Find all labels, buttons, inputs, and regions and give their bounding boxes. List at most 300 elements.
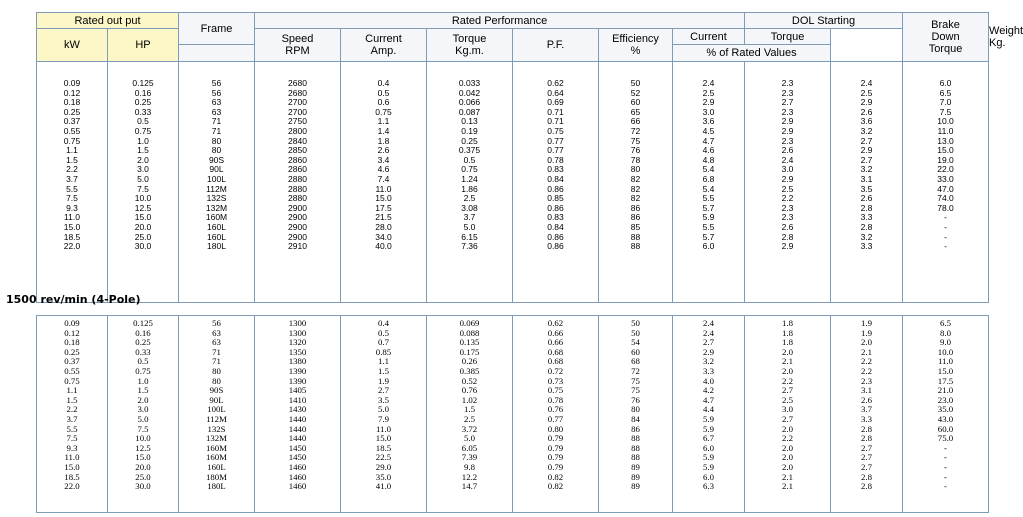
table-cell: 2.4: [703, 327, 714, 338]
table-cell: 2.2: [861, 365, 872, 376]
brake-column: [831, 62, 903, 303]
table-cell: 6.5: [939, 87, 952, 98]
table-cell: 0.64: [547, 87, 564, 98]
table-cell: 76: [631, 394, 640, 405]
table-cell: 2700: [288, 97, 307, 108]
table-cell: 160M: [205, 442, 228, 453]
table-cell: 2900: [288, 221, 307, 232]
table-cell: 90L: [209, 394, 224, 405]
table-cell: 2.9: [860, 97, 873, 108]
table-cell: 0.80: [547, 423, 564, 434]
table-cell: 2.0: [137, 154, 149, 165]
table-cell: 56: [211, 78, 222, 88]
table-cell: 2680: [288, 78, 307, 88]
table-cell: 3.7: [66, 173, 78, 184]
table-cell: 3.4: [377, 154, 390, 165]
table-cell: 0.37: [64, 356, 80, 367]
kw-column: [37, 316, 108, 513]
table-cell: 3.7: [861, 404, 872, 415]
table-cell: 1.0: [137, 375, 149, 386]
table-cell: 0.71: [547, 106, 564, 117]
table-cell: 5.9: [702, 212, 715, 223]
table-cell: 50: [630, 78, 641, 88]
table-cell: 2.9: [781, 173, 794, 184]
table-cell: 11.0: [937, 125, 954, 136]
table-cell: 4.6: [377, 164, 390, 175]
table-cell: 160L: [207, 461, 226, 472]
performance-table-2-pole: Rated out put Frame Rated Performance DOL Starting Brake Down Torque Weight Kg. kW HP Speed RPM Current Amp. Torque Kg.m. P.F. Efficiency % Current Torque % of Rated Values 0.09 0.12 0.18 0.25 0.37 0.55 0.75 1.1 1.5 2.2 3.7 5.5 7.5 9.3 11.0 15.0 18.5 22.0 0.125 0.16 0.25 0.33 0.5 0.75 1.0 1.5 2.0 3.0 5.0 7.5 10.0 12.5 15.0 20.0 25.0 30.0 56 56 63 63 71 71 80 80 90S 90L 100L 112M 132S 132M 160M 160L 160L 180L 2680 2680 2700 2700 2750 2800 2840 2850 2860 2860 2880 2880 2880 2900 2900 2900 2900 2910 0.4 0.5 0.6 0.75 1.1 1.4 1.8 2.6 3.4 4.6 7.4 11.0 15.0 17.5 21.5 28.0 34.0 40.0 0.033 0.042 0.066 0.087 0.13 0.19 0.25 0.375 0.5 0.75 1.24 1.86 2.5 3.08 3.7 5.0 6.15 7.36 0.62 0.64 0.69 0.71 0.71 0.75 0.77 0.77 0.78 0.83 0.84 0.86 0.85 0.86 0.83 0.84 0.86 0.86 50 52 60 65 66 72 75 76 78 80 82 82 82 86 86 85 88 88 2.4 2.5 2.9 3.0 3.6 4.5 4.7 4.6 4.8 5.4 6.8 5.4 5.5 5.7 5.9 5.5 5.7 6.0 2.3 2.3 2.7 2.3 2.9 2.9 2.3 2.6 2.4 3.0 2.9 2.5 2.2 2.3 2.3 2.6 2.8 2.9 2.4 2.5 2.9 2.6 3.6 3.2 2.7 2.9 2.7 3.2 3.1 3.5 2.6 2.8 3.3 2.8 3.2 3.3 6.0 6.5 7.0 7.5 10.0 11.0 13.0 15.0 19.0 22.0 33.0 47.0 74.0 78.0 - - - -: [36, 12, 989, 303]
table-cell: 0.75: [134, 125, 152, 136]
table-cell: 4.0: [703, 375, 714, 386]
header-rated-performance: Rated Performance: [255, 13, 745, 29]
table-cell: 0.75: [547, 385, 564, 396]
table-cell: 56: [211, 87, 222, 98]
table-cell: 88: [631, 433, 640, 444]
table-cell: 2.2: [782, 433, 793, 444]
table-cell: 6.5: [940, 318, 951, 328]
table-cell: 21.0: [937, 385, 954, 396]
table-cell: 0.77: [547, 145, 564, 156]
table-cell: 80: [211, 135, 222, 146]
table-cell: 34.0: [375, 231, 392, 242]
table-cell: 76: [630, 145, 641, 156]
table-cell: 0.77: [547, 135, 564, 146]
table-cell: 0.68: [547, 346, 564, 357]
table-cell: 5.9: [703, 452, 714, 463]
table-cell: 11.0: [64, 452, 80, 463]
table-cell: 2.6: [377, 145, 390, 156]
table-cell: 68: [631, 356, 640, 367]
table-cell: 2880: [288, 173, 307, 184]
table-cell: 2.6: [861, 394, 872, 405]
table-cell: 5.5: [66, 183, 78, 194]
table-cell: 40.0: [375, 241, 392, 252]
table-cell: 11.0: [375, 183, 392, 194]
table-cell: 112M: [206, 183, 227, 194]
table-cell: 0.86: [547, 183, 564, 194]
table-cell: 0.135: [459, 337, 480, 348]
table-cell: -: [944, 241, 947, 252]
table-cell: 1.1: [378, 356, 389, 367]
table-cell: 3.0: [137, 404, 149, 415]
table-cell: 1430: [288, 404, 307, 415]
table-cell: 2.7: [781, 97, 794, 108]
dol-current-column: [673, 316, 745, 513]
frame-column: [179, 316, 255, 513]
table-cell: 1.5: [66, 154, 78, 165]
table-cell: 2.5: [781, 183, 794, 194]
table-cell: 89: [631, 471, 640, 482]
table-cell: 15.0: [937, 365, 954, 376]
table-cell: 86: [631, 423, 640, 434]
weight-column: [903, 316, 989, 513]
table-cell: 90L: [209, 164, 224, 175]
table-cell: 0.18: [64, 337, 80, 348]
table-cell: 0.5: [377, 87, 390, 98]
table-cell: 1300: [288, 318, 307, 328]
table-cell: 15.0: [937, 145, 954, 156]
table-cell: 0.86: [547, 231, 564, 242]
table-cell: 3.3: [703, 365, 714, 376]
table-cell: 0.85: [547, 193, 564, 204]
table-cell: 5.7: [702, 231, 715, 242]
table-cell: 100L: [207, 404, 226, 415]
table-cell: 0.37: [63, 116, 81, 127]
table-cell: 25.0: [134, 231, 152, 242]
table-cell: 3.2: [860, 125, 873, 136]
table-cell: 5.0: [378, 404, 389, 415]
table-cell: 47.0: [937, 183, 954, 194]
table-cell: 2.9: [781, 241, 794, 252]
table-cell: 2.9: [781, 116, 794, 127]
table-cell: 60: [630, 97, 641, 108]
table-cell: 30.0: [134, 241, 152, 252]
table-cell: 3.5: [378, 394, 389, 405]
table-cell: 1.8: [782, 337, 793, 348]
table-cell: 0.73: [547, 375, 564, 386]
table-cell: 20.0: [134, 221, 152, 232]
table-cell: 5.0: [463, 221, 476, 232]
table-cell: 1390: [288, 375, 307, 386]
table-cell: 82: [630, 173, 641, 184]
table-cell: 2.0: [782, 423, 793, 434]
table-cell: 1450: [288, 442, 307, 453]
dol-torque-column: [745, 316, 831, 513]
table-cell: 15.0: [63, 221, 81, 232]
table-cell: 85: [630, 221, 641, 232]
table-cell: 89: [631, 481, 640, 492]
hp-column: [108, 62, 179, 303]
table-cell: 0.5: [378, 327, 389, 338]
table-cell: 78.0: [937, 202, 954, 213]
table-cell: 0.78: [547, 394, 564, 405]
table-cell: 1.1: [377, 116, 390, 127]
table-cell: 132S: [207, 423, 226, 434]
data-row: [37, 62, 989, 303]
table-cell: 2910: [288, 241, 307, 252]
table-cell: 1.5: [378, 365, 389, 376]
table-cell: 2.5: [782, 394, 793, 405]
table-cell: 9.0: [940, 337, 951, 348]
table-cell: 0.78: [547, 154, 564, 165]
table-cell: 35.0: [375, 471, 392, 482]
table-cell: 2.3: [781, 202, 794, 213]
table-cell: 12.5: [135, 442, 151, 453]
table-cell: 1.8: [377, 135, 390, 146]
table-cell: 56: [212, 318, 221, 328]
table-cell: 2.7: [861, 452, 872, 463]
table-cell: 80: [631, 404, 640, 415]
table-cell: 0.33: [134, 106, 152, 117]
table-cell: 5.4: [702, 183, 715, 194]
table-cell: 2.2: [782, 375, 793, 386]
table-cell: 30.0: [135, 481, 151, 492]
table-cell: 2900: [288, 202, 307, 213]
table-cell: 0.375: [458, 145, 481, 156]
header-frame-spacer: [179, 45, 255, 62]
speed-column: [255, 316, 341, 513]
table-cell: 22.0: [64, 481, 80, 492]
table-cell: 180L: [207, 241, 226, 252]
table-cell: 5.0: [464, 433, 475, 444]
table-cell: 3.0: [781, 164, 794, 175]
table-cell: -: [944, 221, 947, 232]
table-cell: 0.86: [547, 241, 564, 252]
table-cell: 2800: [288, 125, 307, 136]
table-cell: 0.4: [378, 318, 389, 328]
table-cell: 2.3: [781, 135, 794, 146]
table-cell: 2900: [288, 231, 307, 242]
table-cell: 41.0: [375, 481, 392, 492]
table-cell: 3.3: [860, 241, 873, 252]
table-cell: 0.75: [461, 164, 478, 175]
table-cell: 2.3: [781, 87, 794, 98]
table-cell: 0.83: [547, 164, 564, 175]
table-cell: -: [944, 461, 947, 472]
table-cell: 17.5: [375, 202, 392, 213]
table-cell: 78: [630, 154, 641, 165]
table-cell: 6.3: [703, 481, 714, 492]
table-cell: 1.9: [861, 327, 872, 338]
table-cell: 75: [630, 135, 641, 146]
table-cell: 2.7: [703, 337, 714, 348]
table-cell: 0.79: [547, 452, 564, 463]
table-cell: 0.088: [459, 327, 480, 338]
table-cell: 3.0: [137, 164, 149, 175]
table-cell: 2.0: [782, 461, 793, 472]
table-cell: 18.5: [64, 471, 80, 482]
table-cell: 0.066: [458, 97, 481, 108]
table-cell: 72: [630, 125, 641, 136]
table-cell: 63: [212, 327, 221, 338]
table-cell: 35.0: [937, 404, 954, 415]
header-efficiency: Efficiency %: [599, 29, 673, 62]
weight-column: [903, 62, 989, 303]
table-cell: 132M: [205, 202, 228, 213]
table-cell: 7.5: [66, 193, 78, 204]
header-pct-rated: % of Rated Values: [673, 45, 831, 62]
table-cell: 5.5: [66, 423, 78, 434]
table-cell: 89: [631, 461, 640, 472]
table-cell: -: [944, 452, 947, 463]
frame-column: [179, 62, 255, 303]
table-cell: 1.02: [461, 394, 478, 405]
table-cell: 3.7: [463, 212, 476, 223]
table-cell: 1.9: [861, 318, 872, 328]
table-cell: 2900: [288, 212, 307, 223]
table-cell: 3.2: [703, 356, 714, 367]
torque-column: [427, 62, 513, 303]
table-cell: -: [944, 471, 947, 482]
table-cell: 3.0: [702, 106, 715, 117]
table-cell: 1.5: [464, 404, 475, 415]
table-cell: 160L: [207, 231, 226, 242]
table-cell: 0.75: [64, 375, 80, 386]
table-cell: 2.9: [860, 145, 873, 156]
table-cell: 2.6: [860, 193, 873, 204]
table-cell: 0.52: [461, 375, 478, 386]
table-cell: 2.7: [860, 154, 873, 165]
table-cell: 1.0: [137, 135, 149, 146]
table-cell: 0.12: [63, 87, 81, 98]
table-cell: 2750: [288, 116, 307, 127]
table-cell: 23.0: [937, 394, 954, 405]
table-cell: 0.75: [63, 135, 81, 146]
table-cell: 2700: [288, 106, 307, 117]
table-cell: 0.7: [378, 337, 389, 348]
table-cell: 0.26: [461, 356, 478, 367]
table-cell: 2.7: [378, 385, 389, 396]
table-cell: 5.4: [702, 164, 715, 175]
table-cell: 33.0: [937, 173, 954, 184]
table-cell: 2.3: [781, 78, 794, 88]
table-cell: 72: [631, 365, 640, 376]
table-cell: 1350: [288, 346, 307, 357]
table-cell: 43.0: [937, 413, 954, 424]
table-cell: 15.0: [375, 193, 392, 204]
table-cell: 1450: [288, 452, 307, 463]
table-cell: 3.08: [461, 202, 478, 213]
table-cell: 0.76: [461, 385, 478, 396]
table-cell: 2.7: [860, 135, 873, 146]
table-cell: 3.0: [782, 404, 793, 415]
table-cell: 4.2: [703, 385, 714, 396]
table-cell: 13.0: [937, 135, 954, 146]
table-cell: 6.7: [703, 433, 714, 444]
table-cell: 2.3: [781, 106, 794, 117]
torque-column: [427, 316, 513, 513]
table-cell: 75: [631, 385, 640, 396]
table-cell: 7.5: [137, 423, 149, 434]
table-cell: 180M: [205, 471, 228, 482]
table-cell: 0.79: [547, 433, 564, 444]
table-cell: 0.18: [63, 97, 81, 108]
table-cell: 2.8: [781, 231, 794, 242]
table-cell: 160M: [205, 452, 228, 463]
table-cell: 71: [212, 356, 221, 367]
table-cell: 0.55: [63, 125, 81, 136]
table-cell: 0.77: [547, 413, 564, 424]
table-cell: 2860: [288, 164, 307, 175]
table-cell: 28.0: [375, 221, 392, 232]
dol-torque-column: [745, 62, 831, 303]
table-cell: 0.85: [375, 346, 392, 357]
table-cell: 5.0: [137, 413, 149, 424]
hp-column: [108, 316, 179, 513]
table-cell: 22.0: [937, 164, 954, 175]
table-cell: 10.0: [135, 433, 151, 444]
table-cell: 82: [630, 193, 641, 204]
table-cell: 10.0: [937, 346, 954, 357]
table-cell: 29.0: [375, 461, 392, 472]
table-cell: 2.9: [781, 125, 794, 136]
table-cell: 0.4: [377, 78, 390, 88]
table-cell: 71: [211, 116, 222, 127]
table-cell: 1440: [288, 413, 307, 424]
table-cell: 1.86: [461, 183, 478, 194]
table-cell: 0.125: [132, 78, 154, 88]
table-cell: 80: [212, 375, 221, 386]
table-cell: 7.5: [66, 433, 78, 444]
table-cell: 2.4: [703, 318, 714, 328]
table-cell: 2.5: [463, 193, 476, 204]
table-cell: 0.79: [547, 442, 564, 453]
table-cell: 9.8: [464, 461, 475, 472]
table-cell: 1.1: [66, 385, 78, 396]
table-cell: 1.9: [378, 375, 389, 386]
pf-column: [513, 62, 599, 303]
table-cell: 0.83: [547, 212, 564, 223]
table-cell: 1.8: [782, 318, 793, 328]
table-cell: 0.19: [461, 125, 478, 136]
table-cell: 180L: [207, 481, 226, 492]
table-cell: 80: [630, 164, 641, 175]
table-cell: 11.0: [375, 423, 392, 434]
table-cell: 0.25: [63, 106, 81, 117]
table-cell: 2.5: [860, 87, 873, 98]
table-cell: 66: [630, 116, 641, 127]
table-cell: 132M: [205, 433, 228, 444]
table-cell: 0.55: [64, 365, 80, 376]
table-cell: 12.5: [134, 202, 152, 213]
table-cell: 2.8: [860, 202, 873, 213]
table-cell: 1460: [288, 481, 307, 492]
table-cell: 80: [211, 145, 222, 156]
table-cell: 15.0: [375, 433, 392, 444]
table-cell: 0.82: [547, 471, 564, 482]
table-cell: 2.4: [781, 154, 794, 165]
table-cell: 1300: [288, 327, 307, 338]
table-cell: 2.9: [702, 97, 715, 108]
table-cell: 14.7: [461, 481, 478, 492]
table-cell: 2.8: [861, 481, 872, 492]
header-rated-output: Rated out put: [37, 13, 179, 29]
table-cell: 0.25: [134, 97, 152, 108]
table-cell: 12.2: [461, 471, 478, 482]
table-cell: 71: [212, 346, 221, 357]
table-cell: 1.5: [137, 145, 149, 156]
table-cell: 0.033: [458, 78, 481, 88]
table-cell: 2.6: [860, 106, 873, 117]
table-cell: 20.0: [135, 461, 151, 472]
table-cell: 2.7: [782, 413, 793, 424]
table-cell: 11.0: [64, 212, 80, 223]
table-cell: 3.7: [66, 413, 78, 424]
table-cell: 65: [630, 106, 641, 117]
table-cell: 75.0: [937, 433, 954, 444]
table-cell: 2.6: [781, 145, 794, 156]
table-cell: 9.3: [66, 442, 78, 453]
table-cell: 5.5: [702, 221, 715, 232]
table-cell: 0.385: [459, 365, 480, 376]
table-cell: 0.79: [547, 461, 564, 472]
table-cell: 132S: [206, 193, 227, 204]
header-dol-starting: DOL Starting: [745, 13, 903, 29]
table-cell: 2680: [288, 87, 307, 98]
header-dol-torque: Torque: [745, 29, 831, 45]
table-cell: 0.13: [461, 116, 478, 127]
table-cell: 0.25: [64, 346, 80, 357]
table-cell: 22.5: [375, 452, 392, 463]
table-cell: 0.25: [461, 135, 478, 146]
table-cell: 2860: [288, 154, 307, 165]
table-cell: 2.7: [782, 385, 793, 396]
table-cell: 0.75: [375, 106, 392, 117]
current-column: [341, 62, 427, 303]
table-cell: 0.66: [547, 337, 564, 348]
table-cell: 90S: [208, 154, 225, 165]
header-hp: HP: [108, 29, 179, 62]
